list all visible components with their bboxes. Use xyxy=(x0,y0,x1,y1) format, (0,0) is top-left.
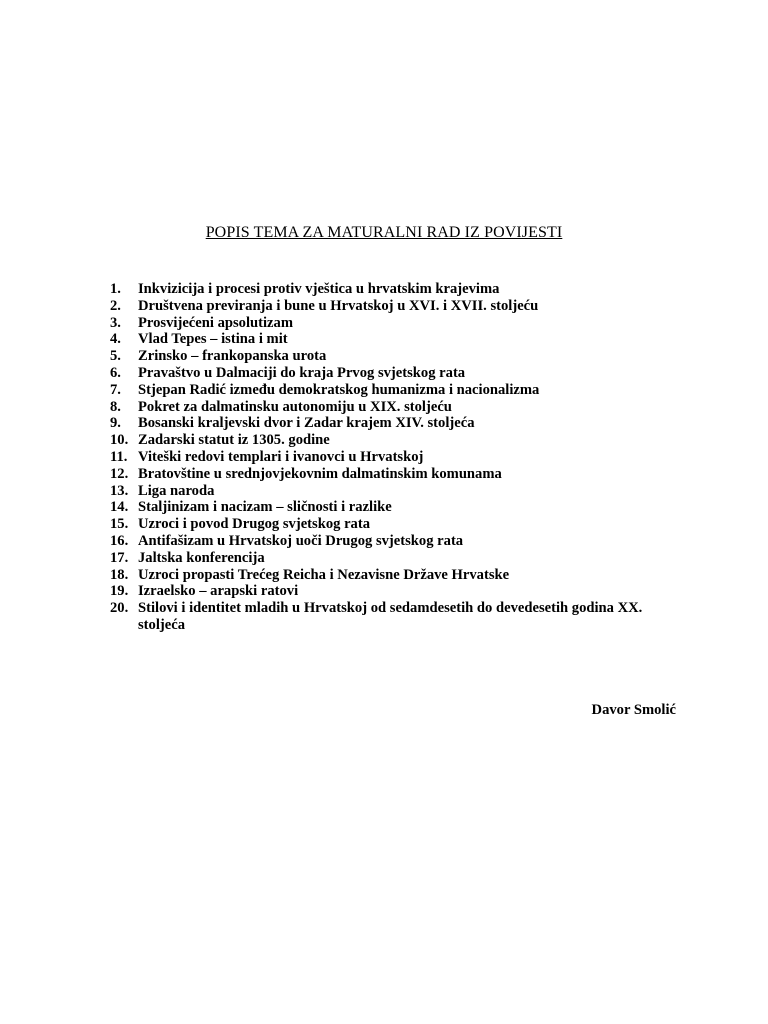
topic-number: 9. xyxy=(110,415,121,432)
topic-number: 4. xyxy=(110,331,121,348)
topic-text: Prosvijećeni apsolutizam xyxy=(138,314,293,331)
topic-number: 7. xyxy=(110,381,121,398)
topic-text: Stilovi i identitet mladih u Hrvatskoj od sedamdesetih do devedesetih godina XX. stoljeća xyxy=(138,600,643,633)
topic-number: 6. xyxy=(110,364,121,381)
topic-text: Bosanski kraljevski dvor i Zadar krajem XIV. stoljeća xyxy=(138,415,475,432)
topic-text: Zrinsko – frankopanska urota xyxy=(138,348,327,365)
topic-number: 11. xyxy=(110,448,128,465)
list-item xyxy=(110,315,690,332)
list-item xyxy=(110,281,690,298)
topic-number: 19. xyxy=(110,583,129,600)
list-item xyxy=(110,499,690,516)
topic-text: Bratovštine u srednjovjekovnim dalmatinskim komunama xyxy=(138,465,502,482)
topic-text: Uzroci propasti Trećeg Reicha i Nezavisne Države Hrvatske xyxy=(138,566,510,583)
list-item xyxy=(110,533,690,550)
page-title: POPIS TEMA ZA MATURALNI RAD IZ POVIJESTI xyxy=(205,224,563,241)
topic-number: 13. xyxy=(110,482,129,499)
list-item xyxy=(110,365,690,382)
list-item xyxy=(110,399,690,416)
topic-number: 10. xyxy=(110,432,129,449)
topic-text: Liga naroda xyxy=(138,482,215,499)
topic-text: Uzroci i povod Drugog svjetskog rata xyxy=(138,516,370,533)
author-signature: Davor Smolić xyxy=(591,702,676,718)
list-item xyxy=(110,567,690,584)
topic-text: Zadarski statut iz 1305. godine xyxy=(138,432,330,449)
list-item xyxy=(110,432,690,449)
list-item xyxy=(110,550,690,567)
list-item xyxy=(110,600,690,634)
list-item xyxy=(110,298,690,315)
list-item xyxy=(110,516,690,533)
topic-text: Pokret za dalmatinsku autonomiju u XIX. stoljeću xyxy=(138,398,452,415)
topic-text: Pravaštvo u Dalmaciji do kraja Prvog svjetskog rata xyxy=(138,364,466,381)
topic-number: 18. xyxy=(110,566,129,583)
topic-text: Vlad Tepes – istina i mit xyxy=(138,331,288,348)
topic-number: 17. xyxy=(110,549,129,566)
topic-number: 5. xyxy=(110,348,121,365)
topic-number: 1. xyxy=(110,281,121,297)
list-item xyxy=(110,382,690,399)
topic-number: 2. xyxy=(110,297,121,314)
list-item xyxy=(110,449,690,466)
topic-number: 16. xyxy=(110,532,129,549)
topic-text: Izraelsko – arapski ratovi xyxy=(138,583,299,600)
list-item xyxy=(110,348,690,365)
topic-number: 3. xyxy=(110,314,121,331)
topic-text: Antifašizam u Hrvatskoj uoči Drugog svjetskog rata xyxy=(138,532,464,549)
list-item xyxy=(110,466,690,483)
topic-text: Jaltska konferencija xyxy=(138,549,265,566)
topic-number: 12. xyxy=(110,465,129,482)
topic-text: Stjepan Radić između demokratskog humanizma i nacionalizma xyxy=(138,381,540,398)
topic-number: 15. xyxy=(110,516,129,533)
topic-text: Viteški redovi templari i ivanovci u Hrvatskoj xyxy=(138,448,424,465)
topic-text: Inkvizicija i procesi protiv vještica u hrvatskim krajevima xyxy=(138,281,500,297)
list-item xyxy=(110,415,690,432)
topic-number: 8. xyxy=(110,398,121,415)
topic-text: Društvena previranja i bune u Hrvatskoj u XVI. i XVII. stoljeću xyxy=(138,297,539,314)
topic-number: 20. xyxy=(110,600,129,617)
list-item xyxy=(110,331,690,348)
topic-text: Staljinizam i nacizam – sličnosti i razlike xyxy=(138,499,392,516)
topic-list xyxy=(110,281,690,634)
topic-number: 14. xyxy=(110,499,129,516)
list-item xyxy=(110,483,690,500)
list-item xyxy=(110,583,690,600)
